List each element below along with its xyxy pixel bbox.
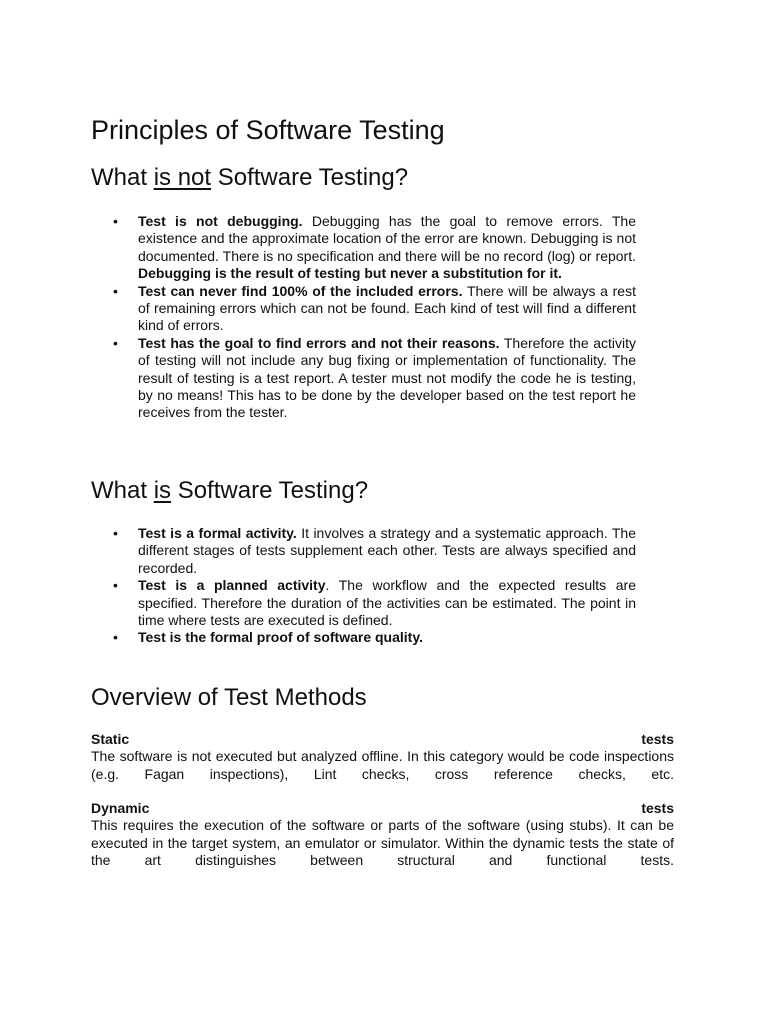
bullet-icon: • (113, 629, 118, 646)
dynamic-tests-heading (91, 800, 674, 817)
bullet-icon: • (113, 334, 118, 351)
section-heading-test-methods: Overview of Test Methods (91, 684, 367, 711)
section-heading-what-is (91, 476, 368, 506)
section-heading-what-is-not (91, 163, 408, 193)
item-text: There will be always a rest of remaining errors which can not be found. Each kind of test will find a different kind of errors. (138, 282, 636, 334)
list-item (91, 283, 636, 335)
item-text: Debugging has the goal to remove errors. The existence and the approximate location of the error are known. Debugging is not documented. There is no specification and there will be no record (log) or report. (138, 213, 636, 264)
list-item (91, 213, 636, 283)
list-item (91, 335, 636, 422)
bullet-icon: • (113, 282, 118, 299)
heading-prefix: What (91, 164, 154, 191)
item-bold: Test is a formal activity. (138, 525, 297, 541)
heading-right: tests (641, 800, 674, 816)
heading-underlined: is (153, 477, 172, 504)
static-tests-heading (91, 731, 674, 748)
heading-left: Dynamic (91, 800, 150, 816)
what-is-not-list (91, 213, 636, 422)
heading-underlined: is not (153, 164, 212, 191)
heading-prefix: What (91, 477, 154, 504)
bullet-icon: • (113, 577, 118, 594)
bullet-icon: • (113, 213, 118, 229)
list-item (91, 525, 636, 577)
item-bold: Test is the formal proof of software quality. (138, 629, 423, 646)
item-text: . The workflow and the expected results are specified. Therefore the duration of the activities can be estimated. The point in time where tests are executed is defined. (138, 577, 637, 629)
item-bold: Test is a planned activity (138, 577, 326, 594)
item-bold-tail: Debugging is the result of testing but never a substitution for it. (138, 265, 562, 282)
list-item (91, 577, 636, 629)
dynamic-tests-block (91, 800, 674, 870)
page-title: Principles of Software Testing (91, 115, 445, 145)
bullet-icon: • (113, 525, 118, 541)
list-item (91, 629, 636, 646)
heading-left: Static (91, 731, 130, 747)
item-text: It involves a strategy and a systematic approach. The different stages of tests supplement each other. Tests are always specified and recorded. (138, 525, 637, 576)
dynamic-tests-text: This requires the execution of the software or parts of the software (using stubs). It can be executed in the target system, an emulator or simulator. Within the dynamic tests the state of the art distinguishes between structural and functional tests. (91, 817, 674, 869)
item-bold: Test has the goal to find errors and not their reasons. (138, 334, 500, 351)
static-tests-block (91, 731, 674, 783)
item-text: Therefore the activity of testing will not include any bug fixing or implementation of functionality. The result of testing is a test report. A tester must not modify the code he is testing, by no means! This has to be done by the developer based on the test report he receives from the tester. (138, 334, 636, 421)
static-tests-text: The software is not executed but analyzed offline. In this category would be code inspections (e.g. Fagan inspections), Lint checks, cross reference checks, etc. (91, 748, 674, 782)
item-bold: Test is not debugging. (138, 213, 303, 229)
heading-suffix: Software Testing? (211, 164, 409, 191)
heading-suffix: Software Testing? (171, 477, 369, 504)
item-bold: Test can never find 100% of the included errors. (138, 282, 463, 299)
what-is-list (91, 525, 636, 647)
heading-right: tests (641, 731, 674, 747)
